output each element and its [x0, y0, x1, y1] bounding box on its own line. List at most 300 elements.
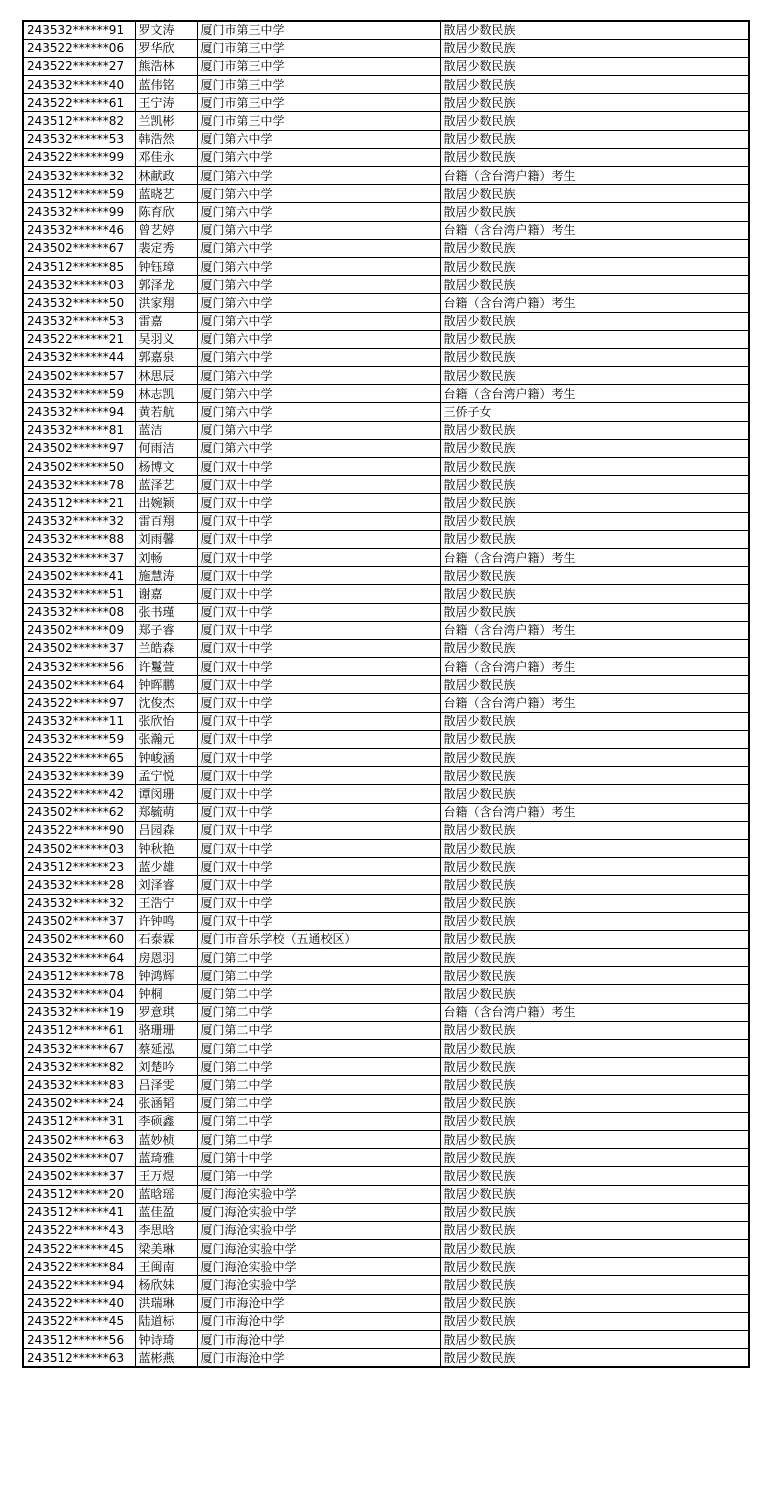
table-row: [23, 458, 749, 476]
student-name-cell: 陆道标: [135, 1312, 197, 1330]
exam-number-cell: 243522******90: [23, 821, 135, 839]
student-name-cell: 钟峻涵: [135, 749, 197, 767]
category-cell: 台籍（含台湾户籍）考生: [440, 694, 749, 712]
exam-number-cell: 243532******44: [23, 348, 135, 366]
table-row: [23, 221, 749, 239]
school-cell: 厦门第二中学: [197, 985, 440, 1003]
student-name-cell: 钟鸿辉: [135, 967, 197, 985]
student-name-cell: 蓝泽艺: [135, 476, 197, 494]
category-cell: 散居少数民族: [440, 1203, 749, 1221]
category-cell: 散居少数民族: [440, 1076, 749, 1094]
exam-number-cell: 243522******84: [23, 1258, 135, 1276]
exam-number-cell: 243512******41: [23, 1203, 135, 1221]
student-name-cell: 谢嘉: [135, 585, 197, 603]
exam-number-cell: 243532******56: [23, 658, 135, 676]
exam-number-cell: 243502******41: [23, 567, 135, 585]
table-row: [23, 39, 749, 57]
category-cell: 散居少数民族: [440, 348, 749, 366]
table-row: [23, 76, 749, 94]
student-name-cell: 张瀚元: [135, 730, 197, 748]
exam-number-cell: 243502******62: [23, 803, 135, 821]
table-row: [23, 548, 749, 566]
table-row: [23, 112, 749, 130]
table-row: [23, 839, 749, 857]
exam-number-cell: 243502******97: [23, 439, 135, 457]
student-name-cell: 钟钰璋: [135, 257, 197, 275]
exam-number-cell: 243512******82: [23, 112, 135, 130]
exam-number-cell: 243502******37: [23, 1167, 135, 1185]
table-row: [23, 130, 749, 148]
student-name-cell: 洪家翔: [135, 294, 197, 312]
category-cell: 散居少数民族: [440, 112, 749, 130]
exam-number-cell: 243532******88: [23, 530, 135, 548]
exam-number-cell: 243532******32: [23, 167, 135, 185]
school-cell: 厦门第二中学: [197, 1094, 440, 1112]
category-cell: 散居少数民族: [440, 585, 749, 603]
table-row: [23, 912, 749, 930]
school-cell: 厦门双十中学: [197, 876, 440, 894]
category-cell: 散居少数民族: [440, 476, 749, 494]
table-row: [23, 1076, 749, 1094]
school-cell: 厦门第二中学: [197, 967, 440, 985]
student-name-cell: 蓝晗瑶: [135, 1185, 197, 1203]
exam-number-cell: 243522******65: [23, 749, 135, 767]
school-cell: 厦门第二中学: [197, 1076, 440, 1094]
school-cell: 厦门市海沧中学: [197, 1312, 440, 1330]
table-row: [23, 294, 749, 312]
category-cell: 散居少数民族: [440, 1312, 749, 1330]
student-name-cell: 张书瑾: [135, 603, 197, 621]
school-cell: 厦门双十中学: [197, 712, 440, 730]
school-cell: 厦门第六中学: [197, 348, 440, 366]
exam-number-cell: 243522******21: [23, 330, 135, 348]
category-cell: 散居少数民族: [440, 512, 749, 530]
student-name-cell: 郭嘉泉: [135, 348, 197, 366]
exam-number-cell: 243522******94: [23, 1276, 135, 1294]
table-row: [23, 167, 749, 185]
table-row: [23, 403, 749, 421]
student-name-cell: 韩浩然: [135, 130, 197, 148]
school-cell: 厦门双十中学: [197, 512, 440, 530]
student-name-cell: 骆珊珊: [135, 1021, 197, 1039]
exam-number-cell: 243512******31: [23, 1112, 135, 1130]
table-row: [23, 1203, 749, 1221]
category-cell: 散居少数民族: [440, 1094, 749, 1112]
school-cell: 厦门海沧实验中学: [197, 1203, 440, 1221]
student-name-cell: 梁美琳: [135, 1240, 197, 1258]
category-cell: 散居少数民族: [440, 330, 749, 348]
category-cell: 散居少数民族: [440, 367, 749, 385]
table-row: [23, 1112, 749, 1130]
school-cell: 厦门第二中学: [197, 1040, 440, 1058]
exam-number-cell: 243532******83: [23, 1076, 135, 1094]
student-name-cell: 林思辰: [135, 367, 197, 385]
category-cell: 散居少数民族: [440, 1258, 749, 1276]
table-row: [23, 421, 749, 439]
exam-number-cell: 243532******04: [23, 985, 135, 1003]
exam-number-cell: 243512******59: [23, 185, 135, 203]
school-cell: 厦门双十中学: [197, 458, 440, 476]
school-cell: 厦门双十中学: [197, 803, 440, 821]
student-name-cell: 石泰霖: [135, 930, 197, 948]
student-name-cell: 钟诗琦: [135, 1331, 197, 1349]
exam-number-cell: 243532******94: [23, 403, 135, 421]
exam-number-cell: 243502******07: [23, 1149, 135, 1167]
school-cell: 厦门双十中学: [197, 912, 440, 930]
student-name-cell: 蓝彬燕: [135, 1349, 197, 1367]
table-row: [23, 603, 749, 621]
school-cell: 厦门市第三中学: [197, 76, 440, 94]
exam-number-cell: 243532******59: [23, 730, 135, 748]
category-cell: 散居少数民族: [440, 1221, 749, 1239]
exam-number-cell: 243532******32: [23, 894, 135, 912]
school-cell: 厦门双十中学: [197, 621, 440, 639]
table-row: [23, 1258, 749, 1276]
school-cell: 厦门第二中学: [197, 1003, 440, 1021]
category-cell: 台籍（含台湾户籍）考生: [440, 548, 749, 566]
student-name-cell: 蓝洁: [135, 421, 197, 439]
school-cell: 厦门海沧实验中学: [197, 1240, 440, 1258]
category-cell: 散居少数民族: [440, 839, 749, 857]
table-row: [23, 312, 749, 330]
student-name-cell: 沈俊杰: [135, 694, 197, 712]
category-cell: 散居少数民族: [440, 1130, 749, 1148]
exam-number-cell: 243532******40: [23, 76, 135, 94]
student-name-cell: 郑子睿: [135, 621, 197, 639]
school-cell: 厦门双十中学: [197, 658, 440, 676]
category-cell: 散居少数民族: [440, 567, 749, 585]
exam-number-cell: 243532******81: [23, 421, 135, 439]
table-row: [23, 712, 749, 730]
student-name-cell: 许钟鸣: [135, 912, 197, 930]
table-row: [23, 767, 749, 785]
category-cell: 散居少数民族: [440, 148, 749, 166]
exam-number-cell: 243512******85: [23, 257, 135, 275]
school-cell: 厦门双十中学: [197, 839, 440, 857]
school-cell: 厦门双十中学: [197, 694, 440, 712]
student-name-cell: 王浩宁: [135, 894, 197, 912]
table-row: [23, 1185, 749, 1203]
table-row: [23, 1167, 749, 1185]
student-name-cell: 吕园森: [135, 821, 197, 839]
table-row: [23, 348, 749, 366]
table-row: [23, 1276, 749, 1294]
table-row: [23, 1294, 749, 1312]
table-row: [23, 785, 749, 803]
table-row: [23, 567, 749, 585]
category-cell: 散居少数民族: [440, 1349, 749, 1367]
table-row: [23, 512, 749, 530]
exam-number-cell: 243512******21: [23, 494, 135, 512]
school-cell: 厦门第六中学: [197, 385, 440, 403]
category-cell: 散居少数民族: [440, 239, 749, 257]
school-cell: 厦门双十中学: [197, 548, 440, 566]
table-row: [23, 439, 749, 457]
school-cell: 厦门第六中学: [197, 294, 440, 312]
student-name-cell: 林献政: [135, 167, 197, 185]
table-row: [23, 385, 749, 403]
category-cell: 台籍（含台湾户籍）考生: [440, 803, 749, 821]
category-cell: 散居少数民族: [440, 1021, 749, 1039]
student-name-cell: 吕泽雯: [135, 1076, 197, 1094]
table-row: [23, 1003, 749, 1021]
student-name-cell: 钟桐: [135, 985, 197, 1003]
table-row: [23, 1094, 749, 1112]
school-cell: 厦门双十中学: [197, 858, 440, 876]
category-cell: 散居少数民族: [440, 130, 749, 148]
student-name-cell: 杨欣妹: [135, 1276, 197, 1294]
exam-number-cell: 243532******46: [23, 221, 135, 239]
exam-number-cell: 243502******50: [23, 458, 135, 476]
table-row: [23, 858, 749, 876]
category-cell: 散居少数民族: [440, 57, 749, 75]
school-cell: 厦门第六中学: [197, 167, 440, 185]
school-cell: 厦门市海沧中学: [197, 1331, 440, 1349]
category-cell: 散居少数民族: [440, 985, 749, 1003]
school-cell: 厦门第一中学: [197, 1167, 440, 1185]
table-row: [23, 1240, 749, 1258]
table-row: [23, 1149, 749, 1167]
category-cell: 散居少数民族: [440, 94, 749, 112]
table-row: [23, 1040, 749, 1058]
student-name-cell: 蓝妙桢: [135, 1130, 197, 1148]
exam-number-cell: 243532******28: [23, 876, 135, 894]
student-name-cell: 罗文涛: [135, 21, 197, 39]
school-cell: 厦门第二中学: [197, 1112, 440, 1130]
school-cell: 厦门双十中学: [197, 767, 440, 785]
student-name-cell: 兰皓森: [135, 639, 197, 657]
category-cell: 散居少数民族: [440, 421, 749, 439]
student-name-cell: 雷百翔: [135, 512, 197, 530]
category-cell: 散居少数民族: [440, 730, 749, 748]
category-cell: 散居少数民族: [440, 894, 749, 912]
school-cell: 厦门双十中学: [197, 785, 440, 803]
category-cell: 散居少数民族: [440, 1240, 749, 1258]
school-cell: 厦门第六中学: [197, 257, 440, 275]
exam-number-cell: 243502******64: [23, 676, 135, 694]
table-row: [23, 621, 749, 639]
exam-number-cell: 243532******59: [23, 385, 135, 403]
roster-table: [22, 20, 750, 1368]
table-row: [23, 730, 749, 748]
school-cell: 厦门第六中学: [197, 185, 440, 203]
student-name-cell: 王闽南: [135, 1258, 197, 1276]
school-cell: 厦门双十中学: [197, 730, 440, 748]
exam-number-cell: 243522******43: [23, 1221, 135, 1239]
table-row: [23, 967, 749, 985]
table-row: [23, 276, 749, 294]
category-cell: 散居少数民族: [440, 639, 749, 657]
exam-number-cell: 243532******32: [23, 512, 135, 530]
student-name-cell: 陈育欣: [135, 203, 197, 221]
student-name-cell: 王万煜: [135, 1167, 197, 1185]
exam-number-cell: 243522******45: [23, 1240, 135, 1258]
student-name-cell: 蓝少雄: [135, 858, 197, 876]
student-name-cell: 蓝伟铭: [135, 76, 197, 94]
category-cell: 散居少数民族: [440, 257, 749, 275]
exam-number-cell: 243532******11: [23, 712, 135, 730]
school-cell: 厦门双十中学: [197, 821, 440, 839]
exam-number-cell: 243502******67: [23, 239, 135, 257]
school-cell: 厦门第六中学: [197, 148, 440, 166]
category-cell: 台籍（含台湾户籍）考生: [440, 658, 749, 676]
school-cell: 厦门第二中学: [197, 1058, 440, 1076]
school-cell: 厦门双十中学: [197, 749, 440, 767]
category-cell: 散居少数民族: [440, 76, 749, 94]
student-name-cell: 谭闵珊: [135, 785, 197, 803]
school-cell: 厦门第六中学: [197, 312, 440, 330]
table-row: [23, 148, 749, 166]
student-name-cell: 蓝晓艺: [135, 185, 197, 203]
category-cell: 散居少数民族: [440, 1331, 749, 1349]
exam-number-cell: 243532******19: [23, 1003, 135, 1021]
school-cell: 厦门市第三中学: [197, 57, 440, 75]
category-cell: 台籍（含台湾户籍）考生: [440, 621, 749, 639]
exam-number-cell: 243522******06: [23, 39, 135, 57]
table-row: [23, 239, 749, 257]
student-name-cell: 何雨洁: [135, 439, 197, 457]
category-cell: 散居少数民族: [440, 912, 749, 930]
category-cell: 台籍（含台湾户籍）考生: [440, 385, 749, 403]
table-row: [23, 1058, 749, 1076]
exam-number-cell: 243502******37: [23, 639, 135, 657]
student-name-cell: 邓佳永: [135, 148, 197, 166]
student-name-cell: 张欣怡: [135, 712, 197, 730]
school-cell: 厦门海沧实验中学: [197, 1276, 440, 1294]
school-cell: 厦门市海沧中学: [197, 1349, 440, 1367]
category-cell: 散居少数民族: [440, 930, 749, 948]
category-cell: 散居少数民族: [440, 1185, 749, 1203]
category-cell: 散居少数民族: [440, 1276, 749, 1294]
exam-number-cell: 243532******53: [23, 312, 135, 330]
exam-number-cell: 243522******40: [23, 1294, 135, 1312]
category-cell: 散居少数民族: [440, 676, 749, 694]
category-cell: 散居少数民族: [440, 767, 749, 785]
table-row: [23, 1221, 749, 1239]
category-cell: 散居少数民族: [440, 1294, 749, 1312]
school-cell: 厦门第十中学: [197, 1149, 440, 1167]
school-cell: 厦门双十中学: [197, 530, 440, 548]
school-cell: 厦门第六中学: [197, 276, 440, 294]
school-cell: 厦门市音乐学校（五通校区）: [197, 930, 440, 948]
school-cell: 厦门第六中学: [197, 403, 440, 421]
table-row: [23, 1331, 749, 1349]
table-row: [23, 676, 749, 694]
student-name-cell: 张涵韬: [135, 1094, 197, 1112]
exam-number-cell: 243532******91: [23, 21, 135, 39]
school-cell: 厦门第六中学: [197, 421, 440, 439]
school-cell: 厦门海沧实验中学: [197, 1221, 440, 1239]
category-cell: 台籍（含台湾户籍）考生: [440, 221, 749, 239]
category-cell: 三侨子女: [440, 403, 749, 421]
student-name-cell: 罗意琪: [135, 1003, 197, 1021]
table-row: [23, 185, 749, 203]
exam-number-cell: 243532******51: [23, 585, 135, 603]
exam-number-cell: 243502******24: [23, 1094, 135, 1112]
table-row: [23, 1130, 749, 1148]
category-cell: 散居少数民族: [440, 858, 749, 876]
table-row: [23, 694, 749, 712]
category-cell: 散居少数民族: [440, 203, 749, 221]
school-cell: 厦门第六中学: [197, 221, 440, 239]
school-cell: 厦门双十中学: [197, 585, 440, 603]
category-cell: 散居少数民族: [440, 603, 749, 621]
table-row: [23, 985, 749, 1003]
school-cell: 厦门双十中学: [197, 567, 440, 585]
table-row: [23, 876, 749, 894]
school-cell: 厦门市第三中学: [197, 21, 440, 39]
category-cell: 散居少数民族: [440, 312, 749, 330]
student-name-cell: 刘雨馨: [135, 530, 197, 548]
exam-number-cell: 243532******08: [23, 603, 135, 621]
exam-number-cell: 243502******63: [23, 1130, 135, 1148]
category-cell: 散居少数民族: [440, 949, 749, 967]
category-cell: 散居少数民族: [440, 530, 749, 548]
category-cell: 散居少数民族: [440, 1149, 749, 1167]
table-row: [23, 57, 749, 75]
school-cell: 厦门双十中学: [197, 676, 440, 694]
table-row: [23, 749, 749, 767]
school-cell: 厦门双十中学: [197, 476, 440, 494]
exam-number-cell: 243532******50: [23, 294, 135, 312]
school-cell: 厦门市第三中学: [197, 39, 440, 57]
student-name-cell: 蔡延泓: [135, 1040, 197, 1058]
student-name-cell: 杨博文: [135, 458, 197, 476]
student-name-cell: 刘泽睿: [135, 876, 197, 894]
exam-number-cell: 243532******64: [23, 949, 135, 967]
table-row: [23, 21, 749, 39]
student-name-cell: 郭泽龙: [135, 276, 197, 294]
student-name-cell: 孟宁悦: [135, 767, 197, 785]
school-cell: 厦门第六中学: [197, 239, 440, 257]
exam-number-cell: 243522******42: [23, 785, 135, 803]
student-name-cell: 黄若航: [135, 403, 197, 421]
student-name-cell: 蓝佳盈: [135, 1203, 197, 1221]
school-cell: 厦门第六中学: [197, 130, 440, 148]
student-name-cell: 郑毓萌: [135, 803, 197, 821]
category-cell: 散居少数民族: [440, 1112, 749, 1130]
student-name-cell: 刘畅: [135, 548, 197, 566]
exam-number-cell: 243532******37: [23, 548, 135, 566]
student-name-cell: 兰凯彬: [135, 112, 197, 130]
table-row: [23, 1349, 749, 1367]
school-cell: 厦门市海沧中学: [197, 1294, 440, 1312]
exam-number-cell: 243502******03: [23, 839, 135, 857]
table-row: [23, 639, 749, 657]
exam-number-cell: 243532******39: [23, 767, 135, 785]
student-name-cell: 刘楚吟: [135, 1058, 197, 1076]
school-cell: 厦门双十中学: [197, 494, 440, 512]
exam-number-cell: 243512******20: [23, 1185, 135, 1203]
school-cell: 厦门第二中学: [197, 1021, 440, 1039]
exam-number-cell: 243532******53: [23, 130, 135, 148]
student-name-cell: 雷嘉: [135, 312, 197, 330]
student-name-cell: 钟秋艳: [135, 839, 197, 857]
category-cell: 散居少数民族: [440, 967, 749, 985]
exam-number-cell: 243532******67: [23, 1040, 135, 1058]
table-row: [23, 330, 749, 348]
category-cell: 散居少数民族: [440, 458, 749, 476]
student-name-cell: 房恩羽: [135, 949, 197, 967]
exam-number-cell: 243522******27: [23, 57, 135, 75]
table-row: [23, 1312, 749, 1330]
school-cell: 厦门双十中学: [197, 603, 440, 621]
exam-number-cell: 243512******63: [23, 1349, 135, 1367]
category-cell: 散居少数民族: [440, 876, 749, 894]
student-name-cell: 洪瑞琳: [135, 1294, 197, 1312]
category-cell: 散居少数民族: [440, 785, 749, 803]
exam-number-cell: 243532******99: [23, 203, 135, 221]
